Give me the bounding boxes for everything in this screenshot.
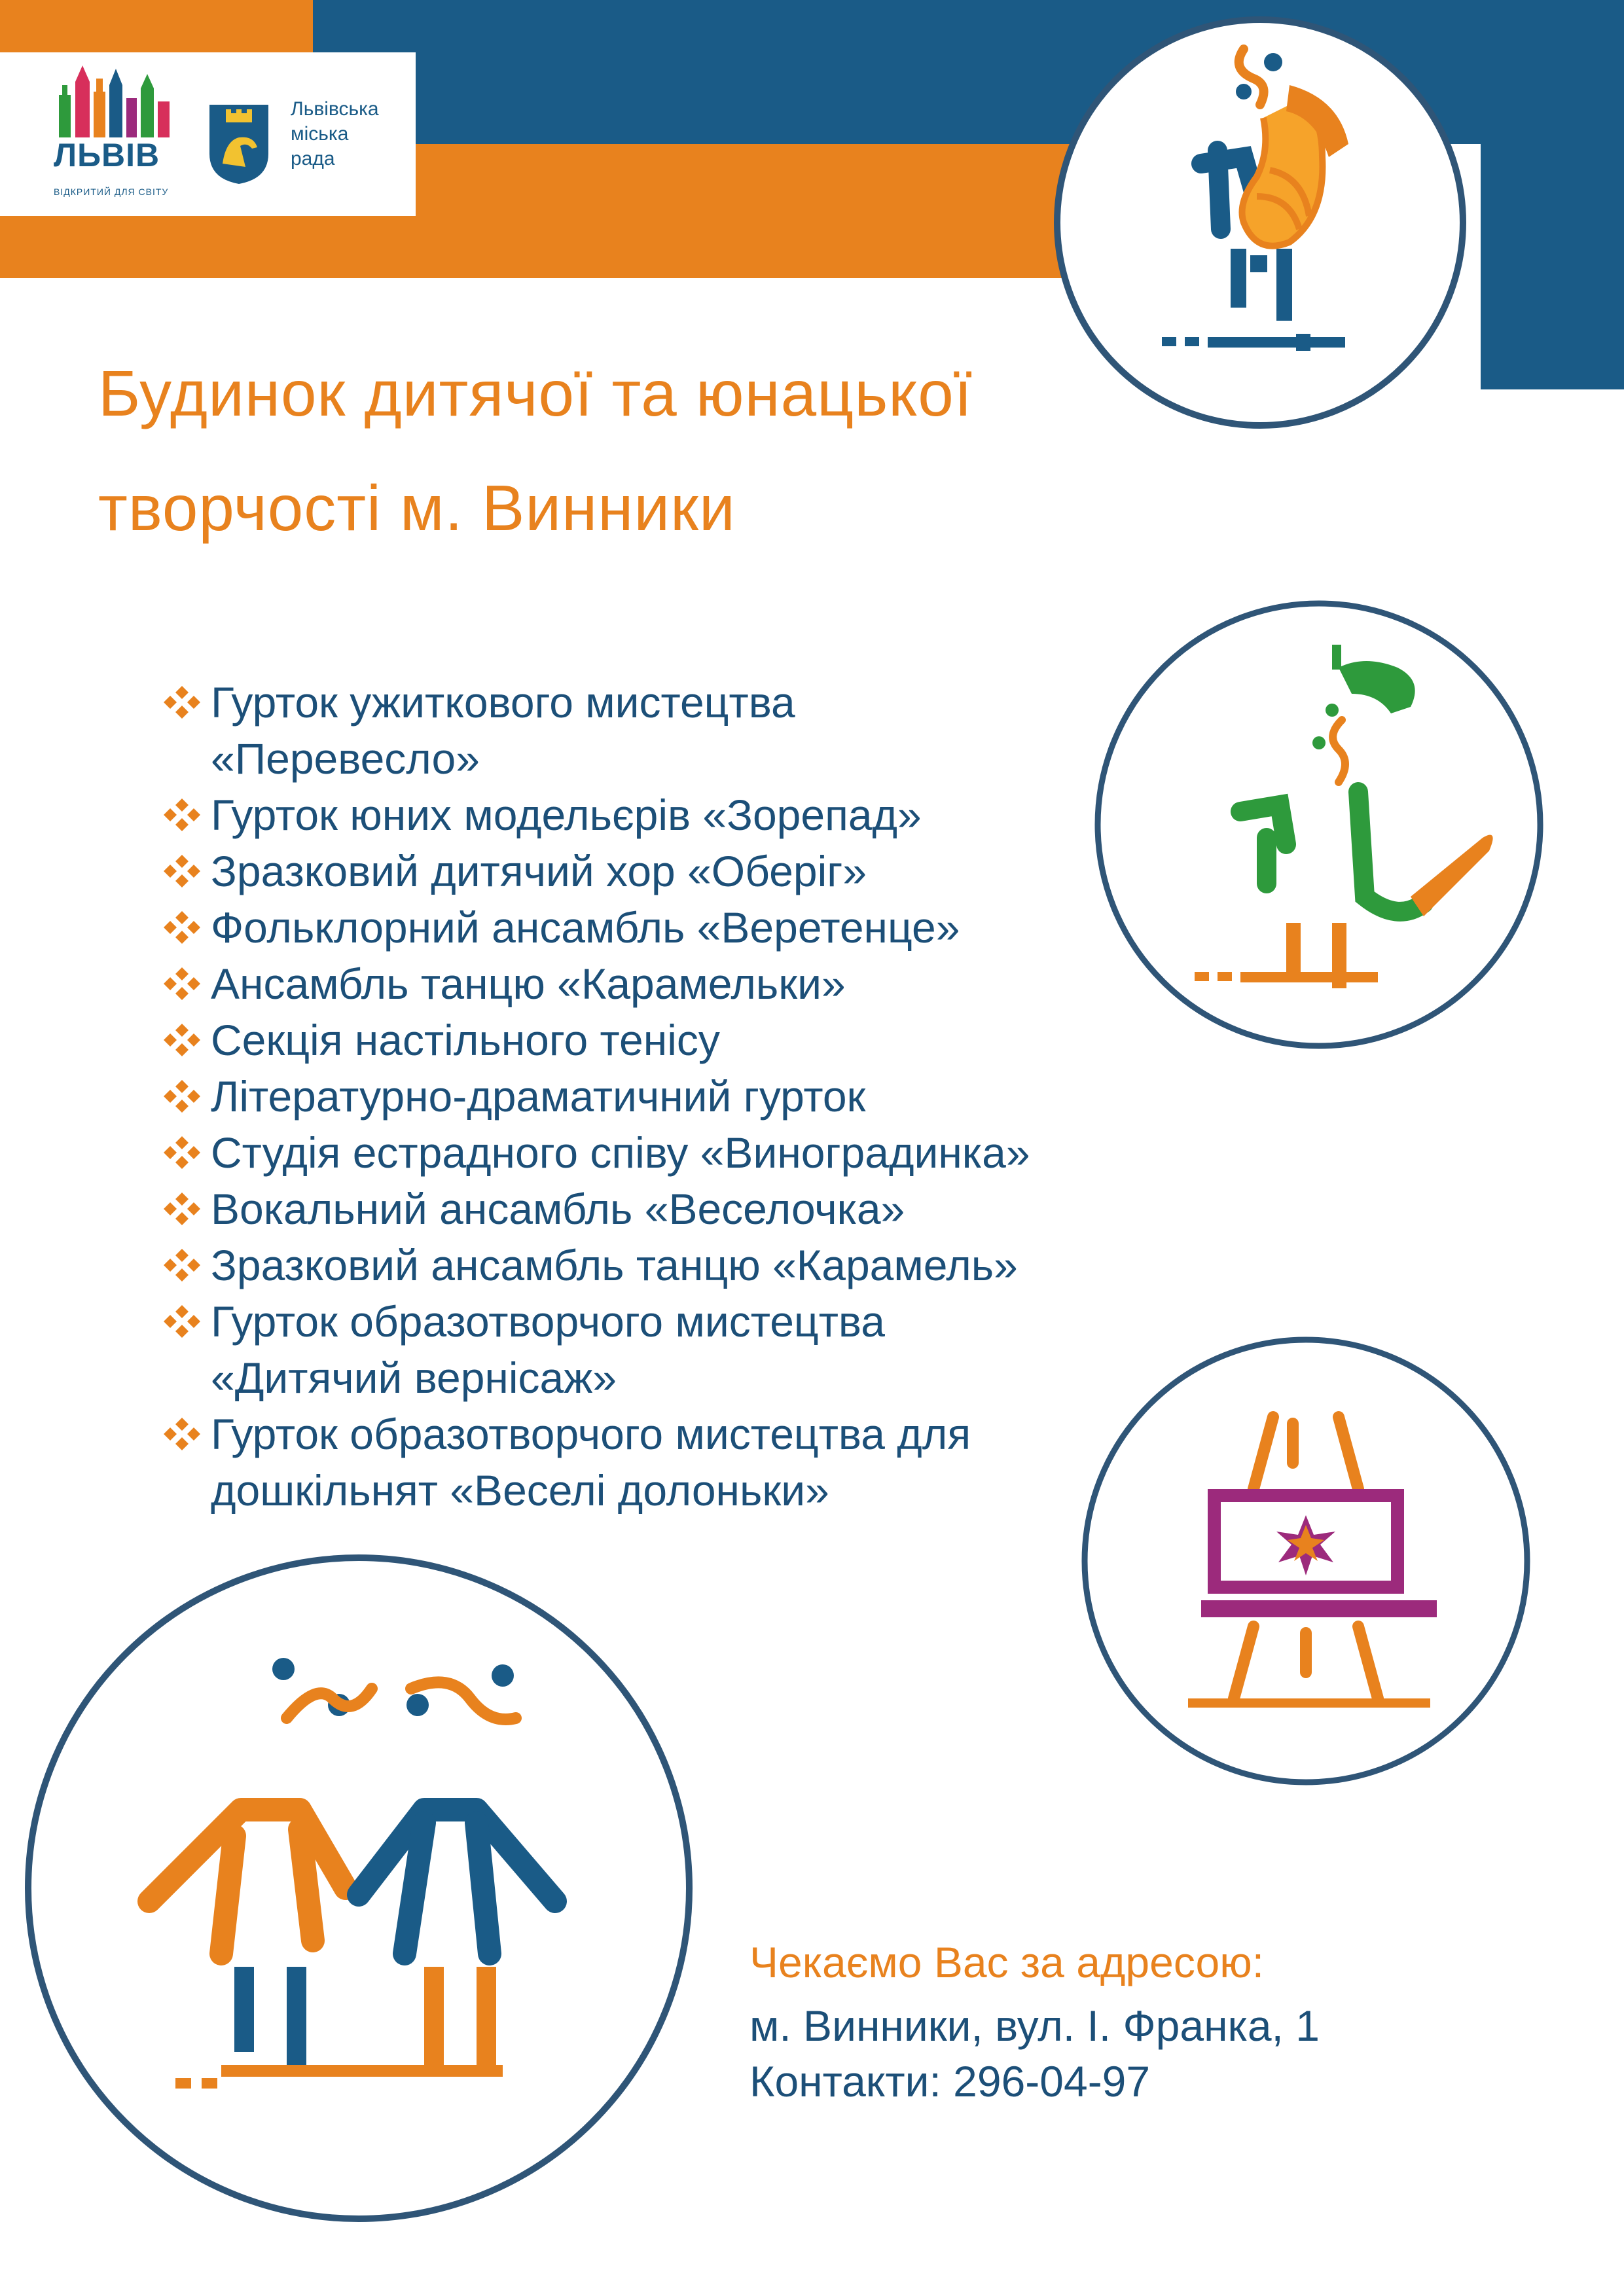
activity-line: Гурток образотворчого мистецтва — [211, 1297, 885, 1346]
activity-line: Гурток юних модельєрів «Зорепад» — [211, 791, 922, 839]
council-name-line: рада — [291, 148, 335, 170]
activity-line: Гурток образотворчого мистецтва для — [211, 1410, 971, 1458]
diamond-bullet-icon — [164, 1249, 200, 1282]
list-item — [164, 1181, 1178, 1237]
page-title-line: Будинок дитячої та юнацької — [98, 357, 973, 429]
activity-line: «Дитячий вернісаж» — [211, 1354, 617, 1402]
contact-address: м. Винники, вул. І. Франка, 1 — [749, 2001, 1320, 2050]
header-blue-side-band — [1481, 0, 1624, 389]
diamond-bullet-icon — [164, 855, 200, 888]
list-item — [164, 1237, 1178, 1293]
activity-line: дошкільнят «Веселі долоньки» — [211, 1466, 829, 1515]
city-logo-word: ЛЬВІВ — [54, 137, 160, 173]
lviv-towers-logo-icon — [56, 62, 173, 137]
list-item — [164, 787, 1178, 843]
council-name-line: міська — [291, 123, 349, 145]
list-item — [164, 899, 1178, 956]
diamond-bullet-icon — [164, 1193, 200, 1225]
diamond-bullet-icon — [164, 1080, 200, 1113]
diamond-bullet-icon — [164, 1024, 200, 1056]
activities-list — [164, 674, 1178, 1518]
contact-label: Чекаємо Вас за адресою: — [749, 1938, 1265, 1986]
activity-line: Секція настільного тенісу — [211, 1016, 720, 1064]
contact-phone: Контакти: 296-04-97 — [749, 2057, 1151, 2106]
list-item — [164, 843, 1178, 899]
activity-line: Зразковий дитячий хор «Оберіг» — [211, 847, 867, 895]
list-item — [164, 674, 1178, 787]
city-logo-slogan: ВІДКРИТИЙ ДЛЯ СВІТУ — [54, 187, 169, 197]
list-item — [164, 956, 1178, 1012]
activity-line: «Перевесло» — [211, 734, 480, 783]
list-item — [164, 1406, 1178, 1518]
diamond-bullet-icon — [164, 686, 200, 719]
coat-of-arms-icon — [206, 101, 272, 187]
activity-line: Студія естрадного співу «Виноградинка» — [211, 1128, 1030, 1177]
diamond-bullet-icon — [164, 1305, 200, 1338]
header-orange-band — [0, 0, 313, 52]
diamond-bullet-icon — [164, 911, 200, 944]
diamond-bullet-icon — [164, 967, 200, 1000]
page-title-line: творчості м. Винники — [98, 472, 736, 544]
activity-line: Вокальний ансамбль «Веселочка» — [211, 1185, 905, 1233]
activity-line: Фольклорний ансамбль «Веретенце» — [211, 903, 960, 952]
activity-line: Гурток ужиткового мистецтва — [211, 678, 795, 726]
diamond-bullet-icon — [164, 1418, 200, 1450]
children-holding-hands-icon — [18, 1548, 699, 2229]
diamond-bullet-icon — [164, 1136, 200, 1169]
easel-icon — [1077, 1332, 1535, 1790]
list-item — [164, 1124, 1178, 1181]
diamond-bullet-icon — [164, 798, 200, 831]
list-item — [164, 1012, 1178, 1068]
list-item — [164, 1293, 1178, 1406]
council-name-line: Львівська — [291, 98, 379, 120]
activity-line: Зразковий ансамбль танцю «Карамель» — [211, 1241, 1018, 1289]
activity-line: Ансамбль танцю «Карамельки» — [211, 960, 846, 1008]
tuba-player-icon — [1041, 7, 1479, 445]
activity-line: Літературно-драматичний гурток — [211, 1072, 866, 1121]
list-item — [164, 1068, 1178, 1124]
